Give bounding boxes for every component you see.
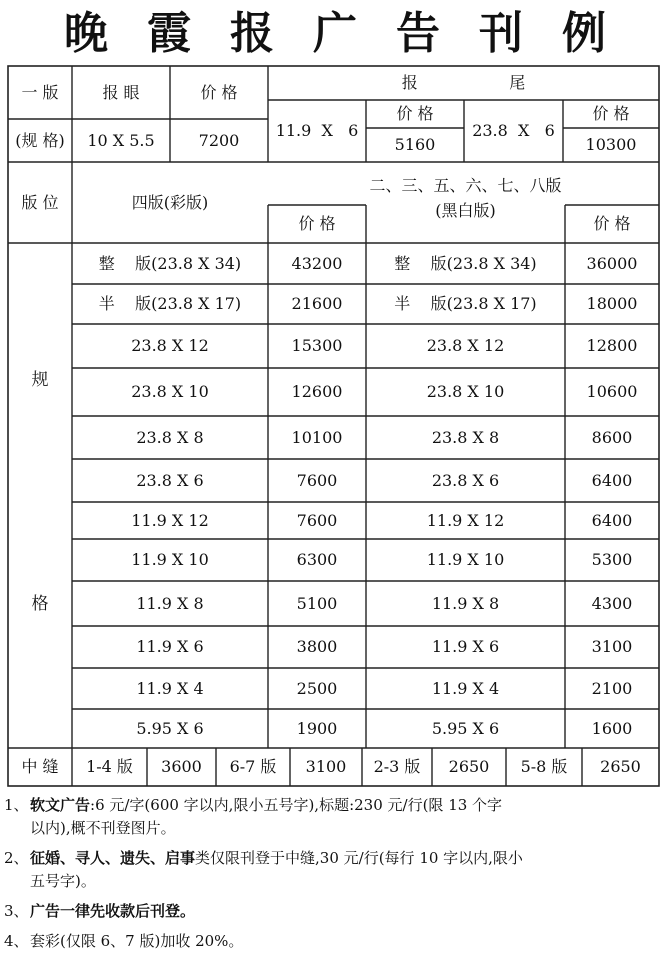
color-size-cell: 23.8 X 6 [136, 470, 204, 490]
bw-size-cell: 5.95 X 6 [431, 718, 500, 738]
bw-price-cell: 6400 [591, 510, 633, 530]
title-char: 广 [313, 8, 357, 59]
bw-edition-line1: 二、三、五、六、七、八版 [369, 175, 562, 195]
bw-price-cell: 8600 [591, 427, 633, 447]
note-2 [4, 847, 658, 893]
bw-size-cell: 23.8 X 10 [426, 382, 505, 402]
bw-size-cell: 23.8 X 6 [431, 470, 500, 490]
baoyan-header: 报 眼 [102, 82, 140, 102]
baowei-size-b: 23.8 X 6 [472, 121, 555, 141]
baoyan-price: 7200 [198, 130, 240, 150]
bw-price-cell: 6400 [591, 470, 633, 490]
baowei-header: 报 尾 [401, 73, 526, 93]
color-price-cell: 21600 [291, 294, 343, 314]
notes-section [4, 794, 658, 960]
bw-size-cell: 23.8 X 12 [426, 336, 505, 356]
note-1 [4, 794, 658, 840]
bw-price-cell: 18000 [586, 294, 638, 314]
ge-label: 格 [31, 593, 49, 614]
note-3 [4, 900, 658, 923]
baowei-size-a: 11.9 X 6 [275, 121, 359, 141]
color-edition-label: 四版(彩版) [131, 192, 209, 212]
bw-price-cell: 4300 [591, 593, 633, 613]
bw-edition-line2: (黑白版) [435, 201, 496, 220]
baoyan-size: 10 X 5.5 [87, 130, 155, 150]
bw-size-cell: 11.9 X 6 [431, 637, 500, 657]
color-price-cell: 6300 [296, 550, 338, 570]
note-number: 1、 [4, 796, 29, 814]
bw-price-header: 价 格 [593, 214, 631, 234]
color-size-cell: 11.9 X 10 [131, 550, 209, 570]
note-1-line2: 以内),概不刊登图片。 [30, 819, 176, 837]
color-price-cell: 1900 [296, 718, 338, 738]
bw-size-cell: 11.9 X 10 [426, 550, 505, 570]
baowei-price-header-a: 价 格 [396, 104, 434, 124]
zhongfeng-edition-1: 1-4 版 [86, 757, 133, 777]
bw-price-cell: 5300 [591, 550, 633, 570]
zhongfeng-price-1: 3600 [161, 757, 202, 777]
note-2-bold: 征婚、寻人、遗失、启事 [30, 849, 196, 867]
color-price-cell: 7600 [296, 510, 338, 530]
note-number: 4、 [4, 932, 29, 950]
color-price-cell: 7600 [296, 470, 338, 490]
note-number: 3、 [4, 902, 29, 920]
bw-price-cell: 3100 [591, 637, 633, 657]
bw-size-cell: 11.9 X 4 [431, 678, 500, 698]
bw-price-cell: 12800 [586, 336, 638, 356]
color-size-cell: 5.95 X 6 [136, 718, 204, 738]
bw-size-cell: 23.8 X 8 [431, 427, 500, 447]
baoyan-price-header: 价 格 [200, 82, 238, 102]
color-price-cell: 10100 [291, 427, 343, 447]
bw-size-cell: 半 版(23.8 X 17) [394, 294, 537, 314]
note-2-line2: 五号字)。 [30, 872, 96, 890]
note-1-line1: :6 元/字(600 字以内,限小五号字),标题:230 元/行(限 13 个字 [90, 796, 503, 814]
note-4-text: 套彩(仅限 6、7 版)加收 20%。 [30, 932, 244, 950]
baowei-price-b: 10300 [585, 135, 637, 155]
color-price-cell: 15300 [291, 336, 343, 356]
spec-label: (规 格) [15, 130, 65, 150]
color-price-cell: 43200 [291, 253, 343, 273]
title-char: 晚 [64, 8, 108, 59]
bw-size-cell: 11.9 X 12 [426, 510, 505, 530]
bw-size-cell: 11.9 X 8 [431, 593, 500, 613]
title-char: 报 [230, 8, 274, 59]
zhongfeng-edition-4: 5-8 版 [520, 757, 568, 777]
zhongfeng-label: 中 缝 [21, 757, 59, 777]
color-price-header: 价 格 [298, 214, 336, 234]
zhongfeng-price-3: 2650 [448, 757, 490, 777]
color-price-cell: 3800 [296, 637, 338, 657]
color-size-cell: 11.9 X 12 [131, 510, 209, 530]
color-price-cell: 12600 [291, 382, 343, 402]
note-4 [4, 930, 658, 953]
color-size-cell: 11.9 X 4 [136, 678, 204, 698]
bw-price-cell: 10600 [586, 382, 638, 402]
title-char: 刊 [479, 8, 523, 59]
color-size-cell: 11.9 X 6 [136, 637, 204, 657]
title-char: 例 [562, 8, 606, 59]
zhongfeng-edition-3: 2-3 版 [373, 757, 421, 777]
bw-size-cell: 整 版(23.8 X 34) [394, 253, 537, 273]
edition-one-label: 一 版 [21, 82, 59, 102]
title-char: 霞 [147, 8, 191, 59]
banwei-label: 版 位 [21, 192, 59, 212]
color-size-cell: 整 版(23.8 X 34) [98, 253, 242, 273]
color-size-cell: 23.8 X 8 [136, 427, 204, 447]
baowei-price-header-b: 价 格 [592, 104, 630, 124]
bw-price-cell: 2100 [591, 678, 633, 698]
color-size-cell: 23.8 X 12 [131, 336, 209, 356]
bw-price-cell: 1600 [591, 718, 633, 738]
baowei-price-a: 5160 [394, 135, 436, 155]
note-2-line1: 类仅限刊登于中缝,30 元/行(每行 10 字以内,限小 [195, 849, 523, 867]
note-1-bold: 软文广告 [30, 796, 91, 814]
color-size-cell: 23.8 X 10 [131, 382, 209, 402]
zhongfeng-price-4: 2650 [600, 757, 641, 777]
color-size-cell: 半 版(23.8 X 17) [98, 294, 242, 314]
zhongfeng-price-2: 3100 [305, 757, 347, 777]
color-size-cell: 11.9 X 8 [136, 593, 204, 613]
gui-label: 规 [31, 369, 49, 390]
title-char: 告 [396, 8, 440, 59]
color-price-cell: 2500 [296, 678, 338, 698]
note-3-bold: 广告一律先收款后刊登。 [30, 902, 196, 920]
bw-edition-label [366, 166, 565, 230]
note-number: 2、 [4, 849, 29, 867]
bw-price-cell: 36000 [586, 253, 638, 273]
zhongfeng-edition-2: 6-7 版 [229, 757, 277, 777]
color-price-cell: 5100 [296, 593, 338, 613]
